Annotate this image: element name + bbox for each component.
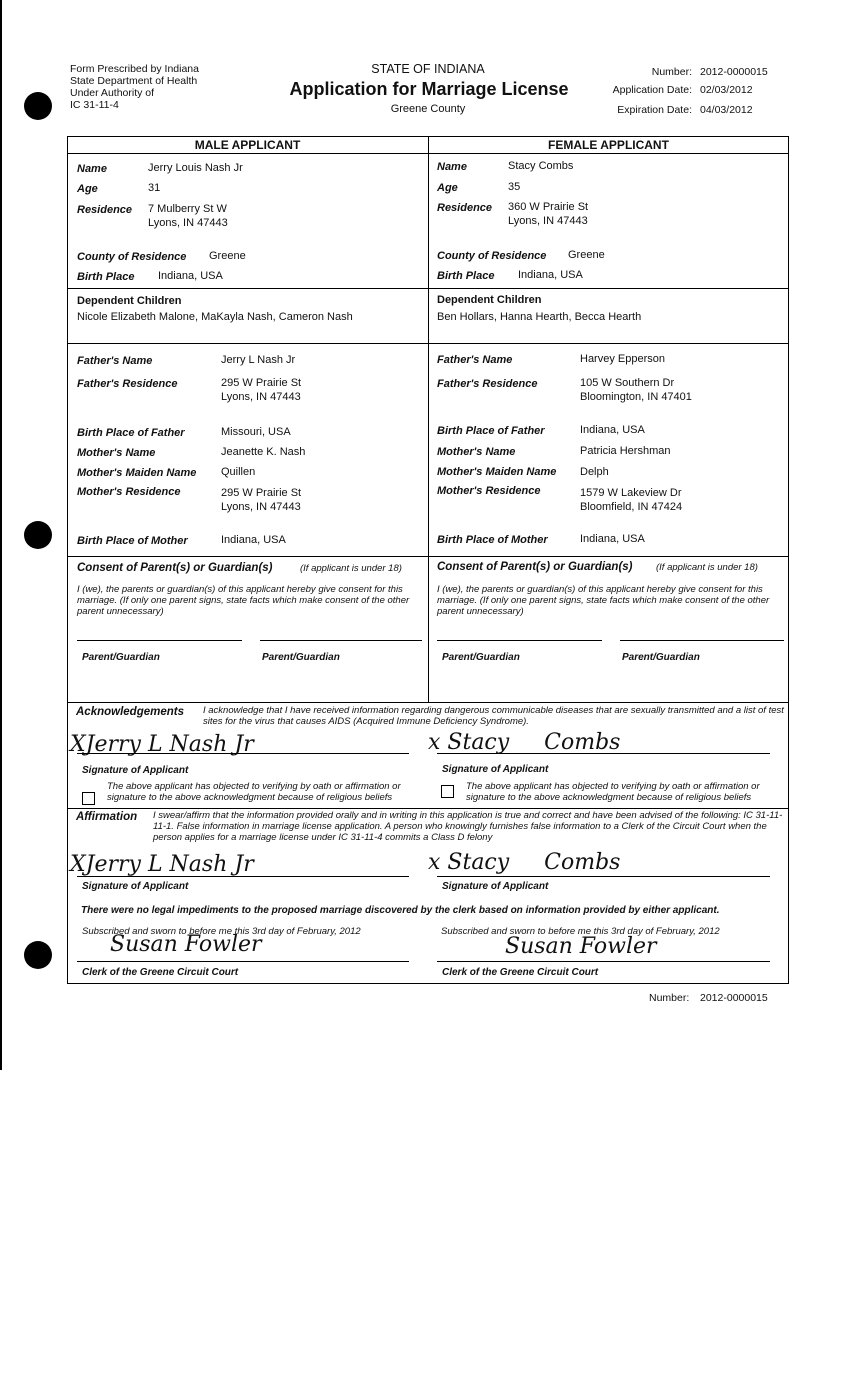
female-consent-label: Consent of Parent(s) or Guardian(s) (437, 561, 633, 573)
female-bp-father-label: Birth Place of Father (437, 425, 545, 437)
male-parent-signature-line-2 (260, 640, 422, 641)
male-bp-father-label: Birth Place of Father (77, 427, 185, 439)
female-objection-text: The above applicant has objected to verifying by oath or affirmation or signature to the above acknowledgment because of religious beliefs (466, 781, 760, 803)
male-dependent-label: Dependent Children (77, 295, 182, 307)
female-parent-guardian-1: Parent/Guardian (442, 652, 520, 663)
female-mother-name-label: Mother's Name (437, 446, 516, 458)
punch-hole-top (24, 92, 52, 120)
male-mother-name-label: Mother's Name (77, 447, 156, 459)
female-father-name-label: Father's Name (437, 354, 513, 366)
expiration-date-value: 04/03/2012 (700, 104, 753, 116)
male-father-name-value: Jerry L Nash Jr (221, 354, 296, 366)
male-name-value: Jerry Louis Nash Jr (148, 162, 243, 174)
female-dependent-label: Dependent Children (437, 294, 542, 306)
male-age-value: 31 (148, 182, 161, 194)
male-clerk-signature: Susan Fowler (110, 932, 262, 957)
prescribed-line: State Department of Health (70, 75, 198, 87)
female-subscribed-text: Subscribed and sworn to before me this 3rd day of February, 2012 (441, 926, 720, 937)
female-residence-line1: 360 W Prairie St (508, 201, 589, 213)
female-applicant-heading: FEMALE APPLICANT (548, 138, 669, 152)
female-signature-label-ack: Signature of Applicant (442, 764, 549, 775)
prescribed-line: Form Prescribed by Indiana (70, 63, 199, 75)
prescribed-line: Under Authority of (70, 87, 155, 99)
male-parent-signature-line-1 (77, 640, 242, 641)
female-father-name-value: Harvey Epperson (580, 353, 665, 365)
divider-affirm (67, 808, 789, 809)
state-label: STATE OF INDIANA (371, 62, 485, 76)
male-birthplace-value: Indiana, USA (158, 270, 223, 282)
county-label: Greene County (390, 103, 466, 115)
female-birthplace-label: Birth Place (437, 270, 495, 282)
male-clerk-signature-line (77, 961, 409, 962)
female-dependent-value: Ben Hollars, Hanna Hearth, Becca Hearth (437, 311, 642, 323)
male-father-res-label: Father's Residence (77, 378, 178, 390)
female-mother-maiden-value: Delph (580, 466, 609, 478)
male-county-value: Greene (209, 250, 246, 262)
male-signature-line-ack (77, 753, 409, 754)
number-label: Number: (651, 66, 692, 78)
female-father-res-line2: Bloomington, IN 47401 (580, 391, 692, 403)
divider-dependents (67, 288, 789, 289)
female-clerk-label: Clerk of the Greene Circuit Court (442, 967, 599, 978)
male-signature-label-ack: Signature of Applicant (82, 765, 189, 776)
female-father-res-label: Father's Residence (437, 378, 538, 390)
female-father-res-line1: 105 W Southern Dr (580, 377, 675, 389)
male-under18-note: (If applicant is under 18) (300, 563, 402, 574)
male-county-label: County of Residence (77, 251, 187, 263)
expiration-date-label: Expiration Date: (617, 104, 692, 116)
female-under18-note: (If applicant is under 18) (656, 562, 758, 573)
male-objection-text: The above applicant has objected to verifying by oath or affirmation or signature to the above acknowledgment because of religious beliefs (107, 781, 401, 803)
male-age-label: Age (77, 183, 98, 195)
male-objection-checkbox[interactable] (82, 792, 95, 805)
male-parent-guardian-2: Parent/Guardian (262, 652, 340, 663)
affirmation-label: Affirmation (76, 811, 138, 823)
female-mother-res-line2: Bloomfield, IN 47424 (580, 501, 683, 513)
female-bp-father-value: Indiana, USA (580, 424, 645, 436)
application-date-label: Application Date: (612, 84, 692, 96)
male-mother-res-line2: Lyons, IN 47443 (221, 501, 301, 513)
female-parent-signature-line-2 (620, 640, 784, 641)
female-age-label: Age (437, 182, 458, 194)
punch-hole-middle (24, 521, 52, 549)
female-mother-maiden-label: Mother's Maiden Name (437, 466, 557, 478)
female-objection-checkbox[interactable] (441, 785, 454, 798)
female-bp-mother-value: Indiana, USA (580, 533, 645, 545)
male-bp-mother-label: Birth Place of Mother (77, 535, 188, 547)
male-mother-maiden-label: Mother's Maiden Name (77, 467, 197, 479)
male-applicant-heading: MALE APPLICANT (194, 138, 301, 152)
male-name-label: Name (77, 163, 107, 175)
male-applicant-signature-ack: XJerry L Nash Jr (70, 732, 254, 757)
male-signature-label-affirm: Signature of Applicant (82, 881, 189, 892)
female-birthplace-value: Indiana, USA (518, 269, 583, 281)
male-signature-line-affirm (77, 876, 409, 877)
male-bp-father-value: Missouri, USA (221, 426, 291, 438)
acknowledgements-text: I acknowledge that I have received information regarding dangerous communicable diseases that are sexually transmitted and a list of test sites for the virus that causes AIDS (Acquired Immune Deficiency Syndrome). (203, 705, 784, 727)
female-residence-label: Residence (437, 202, 493, 214)
male-father-name-label: Father's Name (77, 355, 153, 367)
male-father-res-line1: 295 W Prairie St (221, 377, 302, 389)
male-residence-label: Residence (77, 204, 133, 216)
female-age-value: 35 (508, 181, 521, 193)
male-subscribed-text: Subscribed and sworn to before me this 3rd day of February, 2012 (82, 926, 361, 937)
female-clerk-signature: Susan Fowler (505, 934, 657, 959)
female-name-value: Stacy Combs (508, 160, 574, 172)
number-value: 2012-0000015 (700, 66, 768, 78)
page-title: Application for Marriage License (289, 79, 569, 99)
form-prescribed-block (70, 63, 199, 111)
male-bp-mother-value: Indiana, USA (221, 534, 286, 546)
footer-number-value: 2012-0000015 (700, 992, 768, 1004)
application-date-value: 02/03/2012 (700, 84, 753, 96)
female-signature-line-affirm (437, 876, 770, 877)
female-name-label: Name (437, 161, 467, 173)
no-impediments-statement: There were no legal impediments to the proposed marriage discovered by the clerk based on information provided by either applicant. (81, 905, 720, 916)
male-residence-line2: Lyons, IN 47443 (148, 217, 228, 229)
center-divider (428, 136, 429, 702)
female-parent-guardian-2: Parent/Guardian (622, 652, 700, 663)
male-mother-name-value: Jeanette K. Nash (221, 446, 306, 458)
female-clerk-signature-line (437, 961, 770, 962)
male-father-res-line2: Lyons, IN 47443 (221, 391, 301, 403)
divider-ack (67, 702, 789, 703)
male-clerk-label: Clerk of the Greene Circuit Court (82, 967, 239, 978)
female-signature-line-ack (437, 753, 770, 754)
divider-consent (67, 556, 789, 557)
acknowledgements-label: Acknowledgements (76, 706, 184, 718)
male-mother-res-line1: 295 W Prairie St (221, 487, 302, 499)
female-residence-line2: Lyons, IN 47443 (508, 215, 588, 227)
male-mother-maiden-value: Quillen (221, 466, 256, 478)
female-consent-text: I (we), the parents or guardian(s) of this applicant hereby give consent for this marriage. (If only one parent signs, state facts which make consent of the other parent unnecessary) (437, 584, 770, 617)
male-consent-text: I (we), the parents or guardian(s) of this applicant hereby give consent for this marriage. (If only one parent signs, state facts which make consent of the other parent unnecessary) (77, 584, 410, 617)
female-applicant-signature-affirm: x Stacy Combs (428, 850, 621, 875)
prescribed-line: IC 31-11-4 (70, 99, 119, 111)
male-mother-res-label: Mother's Residence (77, 486, 181, 498)
female-applicant-signature-ack: x Stacy Combs (428, 730, 621, 755)
female-mother-name-value: Patricia Hershman (580, 445, 671, 457)
male-dependent-value: Nicole Elizabeth Malone, MaKayla Nash, Cameron Nash (77, 311, 353, 323)
divider-parents (67, 343, 789, 344)
female-signature-label-affirm: Signature of Applicant (442, 881, 549, 892)
male-residence-line1: 7 Mulberry St W (148, 203, 227, 215)
female-parent-signature-line-1 (437, 640, 602, 641)
female-mother-res-label: Mother's Residence (437, 485, 541, 497)
punch-hole-bottom (24, 941, 52, 969)
female-bp-mother-label: Birth Place of Mother (437, 534, 548, 546)
female-county-value: Greene (568, 249, 605, 261)
male-applicant-signature-affirm: XJerry L Nash Jr (70, 852, 254, 877)
male-parent-guardian-1: Parent/Guardian (82, 652, 160, 663)
male-consent-label: Consent of Parent(s) or Guardian(s) (77, 562, 273, 574)
affirmation-text: I swear/affirm that the information provided orally and in writing in this application is true and correct and have been advised of the following: IC 31-11-11-1. False information in marriage license application. A person who knowingly furnishes false information to a Clerk of the Circuit Court when the person applies for a marriage license under IC 31-11-4 commits a Class D felony (153, 810, 783, 843)
footer-number-label: Number: (649, 992, 690, 1004)
female-county-label: County of Residence (437, 250, 547, 262)
male-birthplace-label: Birth Place (77, 271, 135, 283)
left-edge-line (0, 0, 2, 1070)
female-mother-res-line1: 1579 W Lakeview Dr (580, 487, 682, 499)
